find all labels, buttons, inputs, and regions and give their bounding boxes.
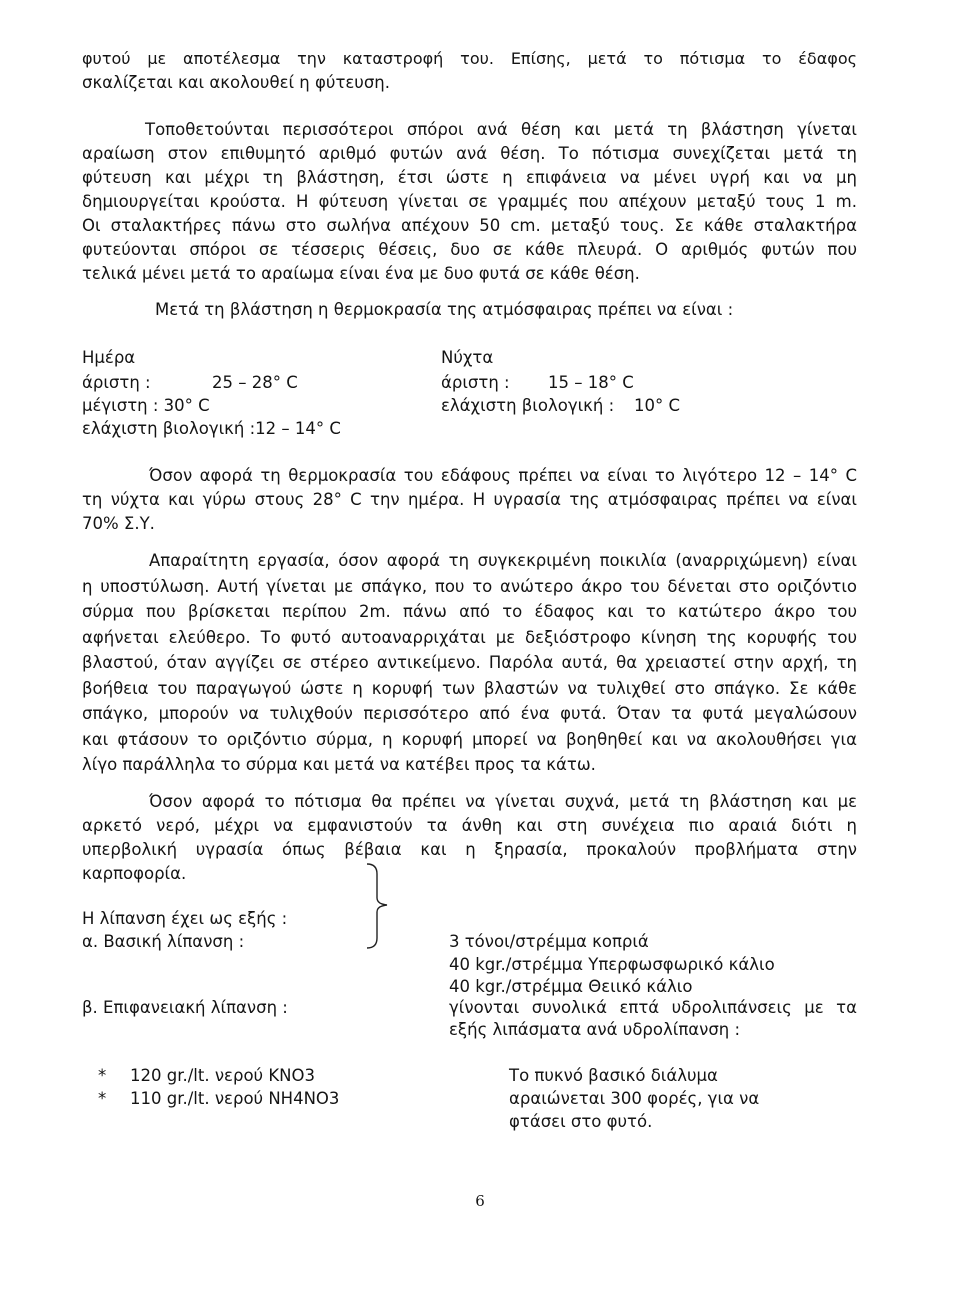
paragraph-line: τελικά μένει μετά το αραίωμα είναι ένα με δυο φυτά σε κάθε θέση. bbox=[82, 264, 640, 283]
solution-item: 110 gr./lt. νερού NH4NO3 bbox=[130, 1089, 340, 1108]
solution-note: αραιώνεται 300 φορές, για να bbox=[509, 1089, 760, 1108]
paragraph-line: σύρμα που βρίσκεται περίπου 2m. πάνω από το έδαφος και το κατώτερο άκρο του bbox=[82, 602, 857, 621]
paragraph-line: βοήθεια του παραγωγού ώστε η κορυφή των βλαστών να τυλιχθεί στο σπάγκο. Σε κάθε bbox=[82, 679, 857, 698]
surface-fertilization-label: β. Επιφανειακή λίπανση : bbox=[82, 998, 288, 1017]
surface-fertilization-text: γίνονται συνολικά επτά υδρολιπάνσεις με τα bbox=[449, 998, 857, 1017]
day-optimum-value: 25 – 28° C bbox=[212, 373, 298, 392]
basic-fertilization-item: 40 kgr./στρέμμα Υπερφωσφωρικό κάλιο bbox=[449, 955, 775, 974]
night-minimum-biological-value: 10° C bbox=[634, 396, 681, 415]
paragraph-line: 70% Σ.Υ. bbox=[82, 514, 155, 533]
night-optimum-label: άριστη : bbox=[441, 373, 510, 392]
paragraph-line: φύτευση και μέχρι τη βλάστηση, έτσι ώστε η επιφάνεια να μένει υγρή και να μη bbox=[82, 168, 857, 187]
basic-fertilization-item: 40 kgr./στρέμμα Θειικό κάλιο bbox=[449, 977, 693, 996]
paragraph-line: αρκετό νερό, μέχρι να εμφανιστούν τα άνθη και στη συνέχεια πιο αραιά διότι η bbox=[82, 816, 857, 835]
paragraph-line: υπερβολική υγρασία όπως βέβαια και η ξηρασία, προκαλούν προβλήματα στην bbox=[82, 840, 857, 859]
paragraph-line: αφήνεται ελεύθερο. Το φυτό αυτοαναρριχάται με δεξιόστροφο κίνηση της κορυφής του bbox=[82, 628, 857, 647]
day-title: Ημέρα bbox=[82, 348, 136, 367]
solution-note: φτάσει στο φυτό. bbox=[509, 1112, 653, 1131]
paragraph-line: καρποφορία. bbox=[82, 864, 187, 883]
paragraph-line: και φτάσουν το οριζόντιο σύρμα, η κορυφή μπορεί να βοηθηθεί και να ακολουθήσει για bbox=[82, 730, 857, 749]
paragraph-line: Απαραίτητη εργασία, όσον αφορά τη συγκεκριμένη ποικιλία (αναρριχώμενη) είναι bbox=[149, 551, 857, 570]
day-minimum-biological: ελάχιστη βιολογική :12 – 14° C bbox=[82, 419, 341, 438]
solution-bullet: * bbox=[98, 1066, 107, 1085]
page-number: 6 bbox=[475, 1192, 485, 1210]
basic-fertilization-item: 3 τόνοι/στρέμμα κοπριά bbox=[449, 932, 649, 951]
surface-fertilization-text: εξής λιπάσματα ανά υδρολίπανση : bbox=[449, 1020, 741, 1039]
night-title: Νύχτα bbox=[441, 348, 494, 367]
paragraph-line: σκαλίζεται και ακολουθεί η φύτευση. bbox=[82, 73, 391, 92]
day-optimum-label: άριστη : bbox=[82, 373, 151, 392]
day-maximum: μέγιστη : 30° C bbox=[82, 396, 210, 415]
temperature-intro: Μετά τη βλάστηση η θερμοκρασία της ατμόσφαιρας πρέπει να είναι : bbox=[155, 300, 734, 319]
basic-fertilization-label: α. Βασική λίπανση : bbox=[82, 932, 245, 951]
paragraph-line: Οι σταλακτήρες πάνω στο σωλήνα απέχουν 50 cm. μεταξύ τους. Σε κάθε σταλακτήρα bbox=[82, 216, 857, 235]
paragraph-line: φυτού με αποτέλεσμα την καταστροφή του. Επίσης, μετά το πότισμα το έδαφος bbox=[82, 49, 857, 68]
solution-bullet: * bbox=[98, 1089, 107, 1108]
paragraph-line: βλαστού, όταν αγγίζει σε στέρεο αντικείμενο. Παρόλα αυτά, θα χρειαστεί στην αρχή, τη bbox=[82, 653, 857, 672]
night-minimum-biological-label: ελάχιστη βιολογική : bbox=[441, 396, 615, 415]
paragraph-line: Τοποθετούνται περισσότεροι σπόροι ανά θέση και μετά τη βλάστηση γίνεται bbox=[145, 120, 857, 139]
paragraph-line: Όσον αφορά το πότισμα θα πρέπει να γίνεται συχνά, μετά τη βλάστηση και με bbox=[149, 792, 857, 811]
curly-brace-icon bbox=[355, 858, 405, 953]
paragraph-line: η υποστύλωση. Αυτή γίνεται με σπάγκο, που το ανώτερο άκρο του δένεται στο οριζόντιο bbox=[82, 577, 857, 596]
paragraph-line: λίγο παράλληλα το σύρμα και μετά να κατέβει προς τα κάτω. bbox=[82, 755, 596, 774]
night-optimum-value: 15 – 18° C bbox=[548, 373, 634, 392]
paragraph-line: σπάγκο, μπορούν να τυλιχθούν περισσότερο από ένα φυτά. Όταν τα φυτά μεγαλώσουν bbox=[82, 704, 857, 723]
fertilization-intro: Η λίπανση έχει ως εξής : bbox=[82, 909, 288, 928]
paragraph-line: Όσον αφορά τη θερμοκρασία του εδάφους πρέπει να είναι το λιγότερο 12 – 14° C bbox=[149, 466, 857, 485]
paragraph-line: αραίωση στον επιθυμητό αριθμό φυτών ανά θέση. Το πότισμα συνεχίζεται μετά τη bbox=[82, 144, 857, 163]
paragraph-line: δημιουργείται κρούστα. Η φύτευση γίνεται σε γραμμές που απέχουν μεταξύ τους 1 m. bbox=[82, 192, 857, 211]
solution-note: Το πυκνό βασικό διάλυμα bbox=[509, 1066, 718, 1085]
solution-item: 120 gr./lt. νερού KNO3 bbox=[130, 1066, 315, 1085]
paragraph-line: τη νύχτα και γύρω στους 28° C την ημέρα. Η υγρασία της ατμόσφαιρας πρέπει να είναι bbox=[82, 490, 857, 509]
paragraph-line: φυτεύονται σπόροι σε τέσσερις θέσεις, δυο σε κάθε πλευρά. Ο αριθμός φυτών που bbox=[82, 240, 857, 259]
